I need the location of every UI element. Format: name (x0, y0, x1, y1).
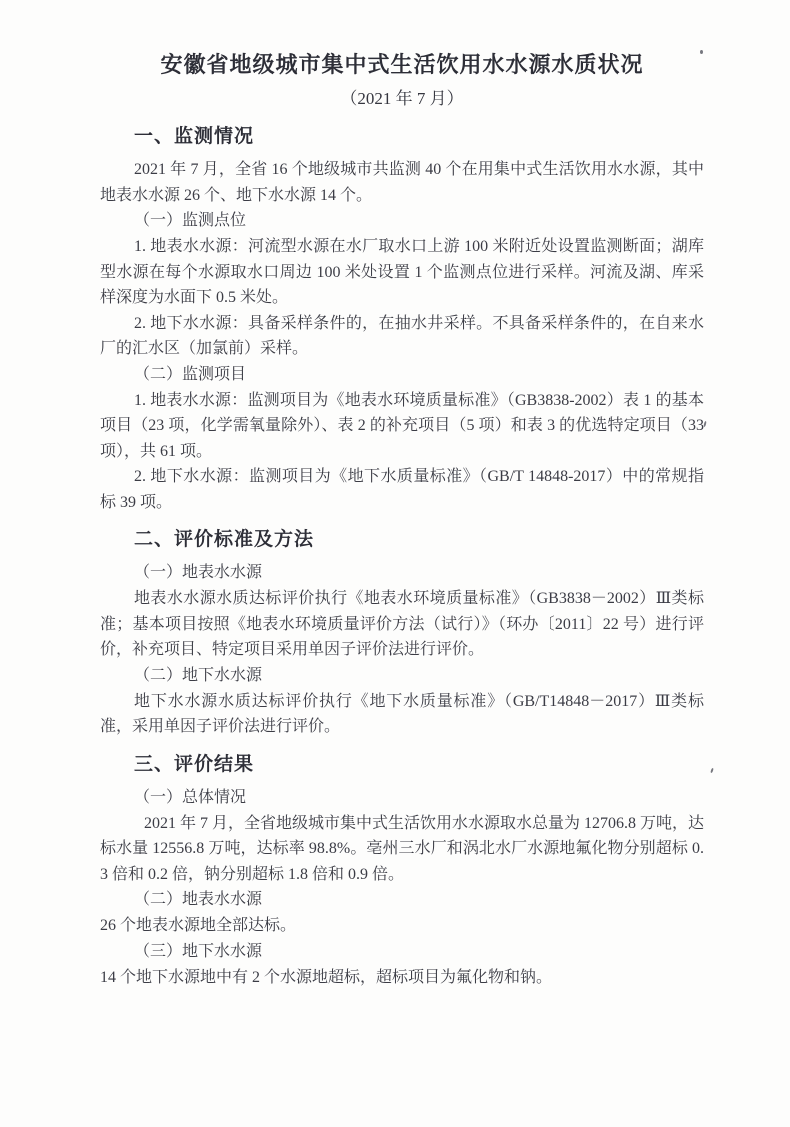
scan-artifact (710, 768, 714, 773)
section-1-intro-paragraph: 2021 年 7 月，全省 16 个地级城市共监测 40 个在用集中式生活饮用水水源，其中地表水水源 26 个、地下水水源 14 个。 (100, 161, 704, 204)
paragraph-ground-water-results: 14 个地下水源地中有 2 个水源地超标，超标项目为氟化物和钠。 (100, 968, 553, 986)
section-monitoring (100, 123, 704, 515)
subsection-1-1-heading: （一）监测点位 (134, 212, 247, 229)
document-content (100, 50, 704, 990)
paragraph-surface-water-items: 1. 地表水水源：监测项目为《地表水环境质量标准》（GB3838-2002）表 1 的基本项目（23 项，化学需氧量除外）、表 2 的补充项目（5 项）和表 3 的优选特定项目（33 项），共 61 项。 (100, 391, 704, 460)
paragraph-ground-water-points: 2. 地下水水源：具备采样条件的，在抽水井采样。不具备采样条件的，在自来水厂的汇水区（加氯前）采样。 (100, 314, 704, 357)
subsection-3-3-heading: （三）地下水水源 (134, 942, 263, 960)
document-date-subtitle: （2021 年 7 月） (340, 89, 464, 108)
paragraph-ground-water-items: 2. 地下水水源：监测项目为《地下水质量标准》（GB/T 14848-2017）中的常规指标 39 项。 (100, 468, 704, 511)
paragraph-surface-water-results: 26 个地表水源地全部达标。 (100, 917, 297, 934)
section-2-heading: 二、评价标准及方法 (134, 528, 315, 550)
subsection-2-2-heading: （二）地下水水源 (134, 666, 263, 684)
paragraph-surface-water-points: 1. 地表水水源：河流型水源在水厂取水口上游 100 米附近处设置监测断面；湖库型水源在每个水源取水口周边 100 米处设置 1 个监测点位进行采样。河流及湖、库采样深度为水面下 0.5 米处。 (100, 238, 704, 306)
section-evaluation-standards (100, 526, 704, 740)
subsection-3-1-heading: （一）总体情况 (134, 788, 247, 806)
document-title: 安徽省地级城市集中式生活饮用水水源水质状况 (160, 52, 644, 77)
section-3-heading: 三、评价结果 (134, 752, 255, 775)
section-1-heading: 一、监测情况 (134, 125, 255, 147)
subsection-2-1-heading: （一）地表水水源 (134, 564, 263, 581)
paragraph-surface-water-standard: 地表水水源水质达标评价执行《地表水环境质量标准》（GB3838－2002）Ⅲ类标准；基本项目按照《地表水环境质量评价方法（试行）》（环办〔2011〕22 号）进行评价，补充项目、特定项目采用单因子评价法进行评价。 (100, 590, 704, 658)
subsection-1-2-heading: （二）监测项目 (134, 365, 247, 383)
subsection-3-2-heading: （二）地表水水源 (134, 891, 263, 908)
paragraph-overall-results: 2021 年 7 月，全省地级城市集中式生活饮用水水源取水总量为 12706.8 万吨，达标水量 12556.8 万吨，达标率 98.8%。亳州三水厂和涡北水厂水源地氟化物分别超标 0.3 倍和 0.2 倍，钠分别超标 1.8 倍和 0.9 倍。 (100, 814, 705, 883)
section-evaluation-results (100, 751, 704, 991)
paragraph-ground-water-standard: 地下水水源水质达标评价执行《地下水质量标准》（GB/T14848－2017）Ⅲ类标准，采用单因子评价法进行评价。 (100, 692, 704, 735)
